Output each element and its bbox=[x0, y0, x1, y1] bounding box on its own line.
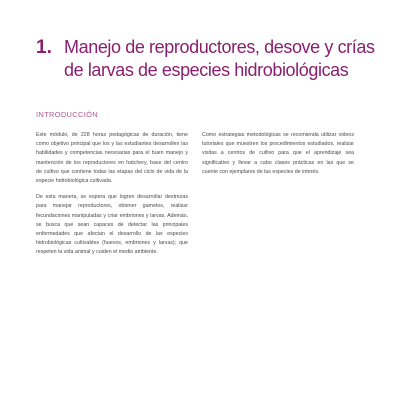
left-paragraph-1: Este módulo, de 228 horas pedagógicas de duración, tiene como objetivo principal que los y las estudiantes desarrollen las habilidades y competencias necesarias para el buen manejo y mantención de los reproductores en hatchery, base del centro de cultivo que contiene todas las etapas del ciclo de vida de la especie hidrobiológica cultivada. bbox=[36, 132, 188, 185]
chapter-title-line-1: Manejo de reproductores, desove y crías bbox=[64, 37, 375, 57]
chapter-title-line-2: de larvas de especies hidrobiológicas bbox=[64, 60, 349, 80]
section-heading: INTRODUCCIÓN bbox=[36, 110, 98, 119]
chapter-title bbox=[36, 36, 376, 82]
chapter-title-text bbox=[64, 36, 375, 82]
left-paragraph-2: De esta manera, se espera que logren desarrollar destrezas para manejar reproductores, obtener gametos, realizar fecundaciones manipuladas y criar embriones y larvas. Además, se busca que sean capaces de detectar las principales enfermedades que afectan el desarrollo de las especies hidrobiológicas cultivables (huevos, embriones y larvas); que respeten la vida animal y cuiden el medio ambiente. bbox=[36, 194, 188, 256]
right-paragraph-1: Como estrategias metodológicas se recomienda utilizar videos tutoriales que muestren los procedimientos estudiados, realizar visitas a centros de cultivo para que el aprendizaje sea significativo y llevar a cabo clases prácticas en las que se cuente con ejemplares de las especies de interés. bbox=[202, 132, 354, 175]
right-text-column bbox=[202, 131, 354, 184]
chapter-number: 1. bbox=[36, 37, 52, 58]
left-text-column bbox=[36, 131, 188, 265]
